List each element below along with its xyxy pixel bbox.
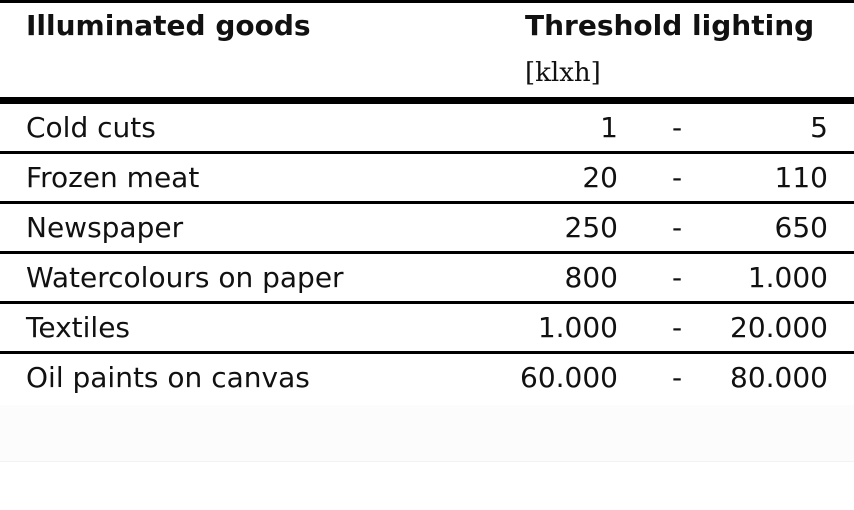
cell-threshold-max: 80.000 bbox=[730, 361, 828, 394]
top-rule bbox=[0, 0, 854, 3]
cell-threshold-max: 20.000 bbox=[730, 311, 828, 344]
cell-range-dash: - bbox=[671, 361, 683, 394]
cell-threshold-min: 250 bbox=[564, 211, 618, 244]
cell-threshold-min: 800 bbox=[564, 261, 618, 294]
table-body bbox=[0, 104, 854, 401]
cell-illuminated-good: Textiles bbox=[26, 311, 131, 344]
cell-threshold-min: 60.000 bbox=[520, 361, 618, 394]
cell-threshold-max: 110 bbox=[774, 161, 828, 194]
cell-illuminated-good: Newspaper bbox=[26, 211, 184, 244]
header-illuminated-goods: Illuminated goods bbox=[26, 9, 311, 42]
cell-illuminated-good: Frozen meat bbox=[26, 161, 200, 194]
blank-footer-area bbox=[0, 405, 854, 462]
header-threshold-unit: [klxh] bbox=[525, 58, 601, 88]
table-row bbox=[0, 254, 854, 304]
cell-threshold-min: 1 bbox=[600, 111, 618, 144]
cell-illuminated-good: Watercolours on paper bbox=[26, 261, 344, 294]
cell-range-dash: - bbox=[671, 111, 683, 144]
header-divider bbox=[0, 97, 854, 104]
cell-threshold-min: 20 bbox=[582, 161, 618, 194]
table-row bbox=[0, 354, 854, 401]
cell-range-dash: - bbox=[671, 161, 683, 194]
cell-threshold-max: 5 bbox=[810, 111, 828, 144]
cell-range-dash: - bbox=[671, 211, 683, 244]
table-row bbox=[0, 304, 854, 354]
cell-illuminated-good: Oil paints on canvas bbox=[26, 361, 310, 394]
table-row bbox=[0, 104, 854, 154]
cell-range-dash: - bbox=[671, 311, 683, 344]
cell-illuminated-good: Cold cuts bbox=[26, 111, 156, 144]
cell-threshold-max: 650 bbox=[774, 211, 828, 244]
table-row bbox=[0, 204, 854, 254]
table-row bbox=[0, 154, 854, 204]
cell-range-dash: - bbox=[671, 261, 683, 294]
cell-threshold-max: 1.000 bbox=[747, 261, 828, 294]
header-threshold-lighting: Threshold lighting bbox=[525, 9, 815, 42]
cell-threshold-min: 1.000 bbox=[537, 311, 618, 344]
